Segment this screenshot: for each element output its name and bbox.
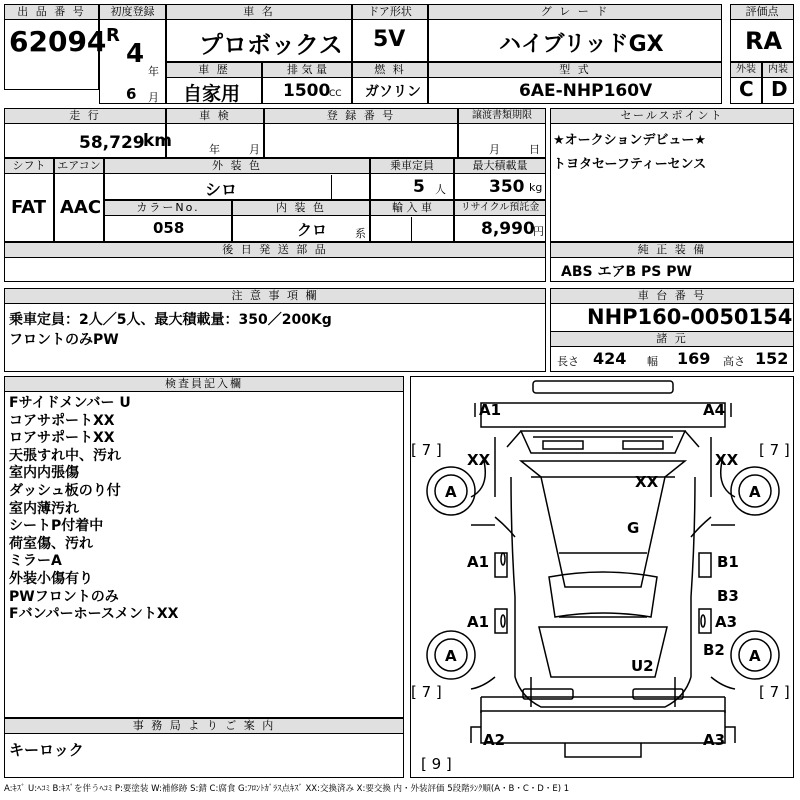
tread-rear-right: [ 7 ] (759, 683, 790, 701)
load-unit: kg (529, 181, 543, 194)
inspector-remark-line: シートP付着中 (9, 518, 104, 535)
label-a3-rear-right: A3 (703, 731, 726, 749)
tread-front-right: [ 7 ] (759, 441, 790, 459)
inspector-remark-line: ミラーA (9, 553, 62, 570)
mileage: 58,729 (79, 133, 145, 153)
recycle-box (454, 200, 546, 242)
history: 自家用 (183, 83, 241, 105)
aircon-header: エアコン (55, 159, 103, 174)
history-header: 車 歴 (167, 63, 261, 78)
inspector-remark-line: ダッシュ板のり付 (9, 482, 121, 499)
sales-point-2: トヨタセーフティーセンス (553, 157, 707, 172)
first-registration-box (99, 4, 166, 104)
tire-rear-left: A (445, 647, 457, 665)
label-a1-left-rear-door: A1 (467, 613, 490, 631)
notes-box (4, 288, 546, 372)
grade-box (428, 4, 722, 62)
model-type: 6AE-NHP160V (519, 81, 653, 101)
inspection-month-unit: 月 (249, 143, 260, 156)
tread-front-left: [ 7 ] (411, 441, 442, 459)
inspector-remarks (9, 395, 178, 624)
door-header: ドア形状 (353, 5, 427, 20)
inspector-remark-line: Fサイドメンバー U (9, 395, 131, 411)
note-1: 乗車定員：2人／5人、最大積載量：350／200Kg (9, 312, 332, 328)
exterior-score-box (730, 62, 762, 104)
equipment-box (550, 242, 794, 282)
eval-header: 評価点 (731, 5, 793, 20)
recycle-header: リサイクル預託金 (455, 201, 545, 216)
tire-front-left: A (445, 483, 457, 501)
height: 152 (755, 349, 789, 368)
inspector-remark-line: 天張すれ中、汚れ (9, 447, 121, 464)
chassis-header: 車 台 番 号 (551, 289, 793, 304)
color-box (104, 158, 370, 200)
inspector-box (4, 376, 404, 718)
interior-color-suffix: 系 (355, 227, 366, 240)
model-type-header: 型 式 (429, 63, 721, 78)
mileage-unit: km (143, 131, 173, 151)
year: 4 (126, 39, 145, 69)
label-a1-left-front-door: A1 (467, 553, 490, 571)
model-name-box (166, 4, 352, 62)
note-2: フロントのみPW (9, 332, 119, 348)
inspector-remark-line: ロアサポートXX (9, 430, 115, 447)
registration-box (264, 108, 458, 158)
inspection-year-unit: 年 (209, 143, 220, 156)
label-a1-front-left: A1 (479, 401, 502, 419)
eval-score: RA (745, 27, 783, 55)
door-box (352, 4, 428, 62)
fuel: ガソリン (365, 84, 421, 100)
label-a4-front-right: A4 (703, 401, 726, 419)
recycle: 8,990 (481, 219, 535, 239)
exterior-score: C (739, 77, 754, 101)
tread-rear-left: [ 7 ] (411, 683, 442, 701)
label-b3-right: B3 (717, 587, 739, 605)
mileage-header: 走 行 (5, 109, 165, 124)
tire-front-right: A (749, 483, 761, 501)
label-xx-right: XX (715, 451, 739, 469)
capacity: 5 (413, 177, 425, 197)
label-b1-right-front-door: B1 (717, 553, 739, 571)
capacity-header: 乗車定員 (371, 159, 453, 174)
fuel-box (352, 62, 428, 104)
inspector-remark-line: FバンパーホースメントXX (9, 606, 179, 623)
label-xx-left: XX (467, 451, 491, 469)
displacement-box (262, 62, 352, 104)
inspector-remark-line: PWフロントのみ (9, 588, 119, 605)
sales-point-1: ★オークションデビュー★ (553, 133, 707, 148)
damage-diagram (410, 376, 794, 778)
displacement-header: 排 気 量 (263, 63, 351, 78)
car-outline (411, 377, 795, 779)
inspector-remark-line: コアサポートXX (9, 412, 115, 429)
equipment: ABS エアB PS PW (561, 264, 692, 280)
office-header: 事 務 局 よ り ご 案 内 (5, 719, 403, 734)
capacity-box (370, 158, 454, 200)
shift: FAT (11, 197, 47, 218)
interior-score-header: 内装 (763, 63, 793, 78)
inspector-remark-line: 外装小傷有り (9, 570, 93, 587)
load-header: 最大積載量 (455, 159, 545, 174)
mileage-box (4, 108, 173, 158)
chassis-box (550, 288, 794, 372)
color-no-box (104, 200, 232, 242)
inspector-remark-line: 室内薄汚れ (9, 500, 79, 517)
color-header: 外 装 色 (105, 159, 369, 174)
lot-number: 62094 (9, 25, 107, 58)
load: 350 (489, 177, 525, 197)
height-label: 高さ (723, 355, 745, 368)
load-box (454, 158, 546, 200)
registration-header: 登 録 番 号 (265, 109, 457, 124)
interior-score: D (771, 77, 788, 101)
width: 169 (677, 349, 711, 368)
transfer-month-unit: 月 (489, 143, 500, 156)
interior-color: クロ (297, 221, 328, 239)
transfer-header: 譲渡書類期限 (459, 109, 545, 124)
notes-header: 注 意 事 項 欄 (5, 289, 545, 304)
interior-score-box (762, 62, 794, 104)
displacement: 1500 (283, 81, 331, 101)
recycle-unit: 円 (533, 225, 544, 238)
exterior-score-header: 外装 (731, 63, 761, 78)
year-unit: 年 (148, 65, 159, 78)
import-box (370, 200, 454, 242)
specs-header: 諸 元 (551, 331, 793, 347)
label-a2-rear-left: A2 (483, 731, 506, 749)
displacement-unit: CC (329, 89, 342, 99)
inspector-header: 検査員記入欄 (5, 377, 403, 392)
aircon-box (54, 158, 104, 242)
grade: ハイブリッドGX (499, 32, 664, 57)
era: R (106, 25, 120, 46)
sales-point-box (550, 108, 794, 242)
first-registration-header: 初度登録 (100, 5, 165, 20)
lot-number-header: 出 品 番 号 (5, 5, 98, 20)
model-name: プロボックス (199, 31, 343, 59)
equipment-header: 純 正 装 備 (551, 243, 793, 258)
label-a3-right-rear-door: A3 (715, 613, 738, 631)
color-no-header: カラーNo. (105, 201, 231, 216)
label-b2-right: B2 (703, 641, 725, 659)
length-label: 長さ (557, 355, 579, 368)
door: 5V (373, 27, 406, 52)
color-no: 058 (153, 219, 185, 237)
label-xx-hood: XX (635, 473, 659, 491)
tire-rear-right: A (749, 647, 761, 665)
import-divider (411, 217, 412, 242)
interior-color-header: 内 装 色 (233, 201, 369, 216)
fuel-header: 燃 料 (353, 63, 427, 78)
shift-box (4, 158, 54, 242)
inspector-remark-line: 室内内張傷 (9, 465, 79, 482)
width-label: 幅 (647, 355, 658, 368)
transfer-box (458, 108, 546, 158)
legend: A:ｷｽﾞ U:ﾍｺﾐ B:ｷｽﾞを伴うﾍｺﾐ P:要塗装 W:補修跡 S:錆 C:腐食 G:ﾌﾛﾝﾄｶﾞﾗｽ点ｷｽﾞ XX:交換済み X:要交換 内・外装評価 5段階ﾗﾝｸ順(A・B・C・D・E) 1 (4, 784, 570, 794)
interior-color-box (232, 200, 370, 242)
model-type-box (428, 62, 722, 104)
history-box (166, 62, 262, 104)
month-unit: 月 (148, 91, 159, 104)
eval-box (730, 4, 794, 62)
tread-spare: [ 9 ] (421, 755, 452, 773)
label-g-windshield: G (627, 519, 640, 537)
sales-point-header: セールスポイント (551, 109, 793, 124)
aircon: AAC (60, 197, 102, 218)
length: 424 (593, 349, 627, 368)
shift-header: シフト (5, 159, 53, 174)
later-parts-box (4, 242, 546, 282)
chassis-number: NHP160-0050154 (587, 305, 793, 329)
import-header: 輸 入 車 (371, 201, 453, 216)
inspection-header: 車 検 (167, 109, 263, 124)
grade-header: グ レ ー ド (429, 5, 721, 20)
capacity-unit: 人 (435, 183, 446, 196)
office-box (4, 718, 404, 778)
month: 6 (126, 85, 137, 103)
transfer-day-unit: 日 (529, 143, 540, 156)
later-parts-header: 後 日 発 送 部 品 (5, 243, 545, 258)
inspector-remark-line: 荷室傷、汚れ (9, 535, 93, 552)
label-u2-roof: U2 (631, 657, 654, 675)
lot-number-box (4, 4, 107, 90)
model-name-header: 車 名 (167, 5, 351, 20)
inspection-box (166, 108, 264, 158)
color: シロ (205, 180, 238, 199)
color-divider (331, 175, 332, 200)
office-notice: キーロック (9, 741, 84, 759)
